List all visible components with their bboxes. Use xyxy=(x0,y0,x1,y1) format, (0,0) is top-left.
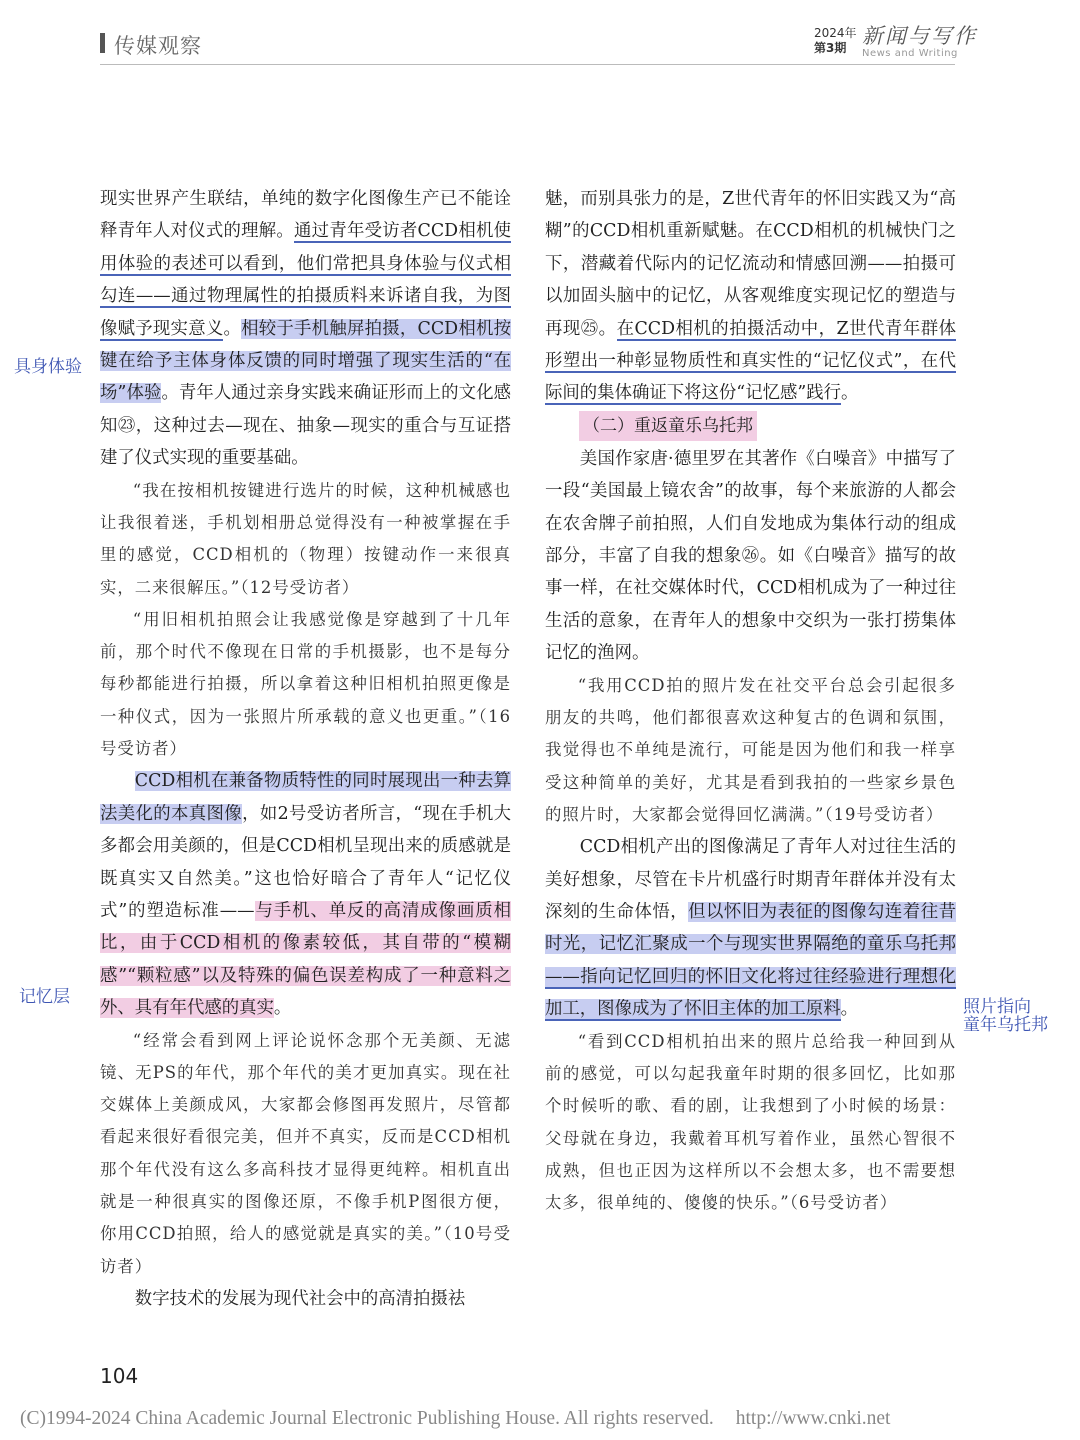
interview-quote: “看到CCD相机拍出来的照片总给我一种回到从前的感觉，可以勾起我童年时期的很多回忆，比如那个时候听的歌、看的剧，让我想到了小时候的场景：父母就在身边，我戴着耳机写着作业，虽然心智很不成熟，但也正因为这样所以不会想太多，也不需要想太多，很单纯的、傻傻的快乐。”（6号受访者） xyxy=(545,1031,956,1213)
paragraph xyxy=(100,765,511,1024)
left-column xyxy=(100,183,511,1315)
highlighted-underlined-text: ——指向记忆回归的怀旧文化将过往经验进行理想化加工，图像成为了怀旧主体的加工原料 xyxy=(545,966,956,1020)
margin-note-line: 照片指向 xyxy=(963,997,1031,1017)
right-column xyxy=(545,183,956,1219)
interview-quote: “用旧相机拍照会让我感觉像是穿越到了十几年前，那个时代不像现在日常的手机摄影，也不是每分每秒都能进行拍摄，所以拿着这种旧相机拍照更像是一种仪式，因为一张照片所承载的意义也更重。”（16号受访者） xyxy=(100,609,511,759)
highlighted-text: 与手机、单反的高清成像画质相比，由于CCD相机的像素较低，其自带的“模糊感”“颗粒感”以及特殊的偏色误差构成了一种意料之外、具有年代感的真实 xyxy=(100,900,511,1019)
interview-quote: “我用CCD拍的照片发在社交平台总会引起很多朋友的共鸣，他们都很喜欢这种复古的色调和氛围，我觉得也不单纯是流行，可能是因为他们和我一样享受这种简单的美好，尤其是看到我拍的一些家乡景色的照片时，大家都会觉得回忆满满。”（19号受访者） xyxy=(545,675,956,824)
text-run: 现实世界产生联结，单纯的数字化图像生产已不能诠释青年人对仪式的理解。 xyxy=(100,189,511,242)
text-run: 魅，而别具张力的是，Z世代青年的怀旧实践又为“高糊”的CCD相机重新赋魅。在CCD相机的机械快门之下，潜藏着代际内的记忆流动和情感回溯——拍摄可以加固头脑中的记忆，从客观维度实现记忆的塑造与再现㉕。 xyxy=(545,189,956,339)
interview-quote: “经常会看到网上评论说怀念那个无美颜、无滤镜、无PS的年代，那个年代的美才更加真实。现在社交媒体上美颜成风，大家都会修图再发照片，尽管都看起来很好看很完美，但并不真实，反而是CCD相机那个年代没有这么多高科技才显得更纯粹。相机直出就是一种很真实的图像还原，不像手机P图很方便，你用CCD拍照，给人的感觉就是真实的美。”（10号受访者） xyxy=(100,1030,511,1276)
underlined-text: 通过青年受访者CCD相机使用体验的表述可以看到，他们常把具身体验与仪式相勾连——通过物理属性的拍摄质料来诉诸自我，为图像赋予现实意义 xyxy=(100,221,511,339)
margin-note-memory: 记忆层 xyxy=(19,987,70,1007)
margin-note-line: 童年乌托邦 xyxy=(963,1015,1048,1035)
underlined-text: 在CCD相机的拍摄活动中，Z世代青年群体形塑出一种彰显物质性和真实性的“记忆仪式”，在代际间的集体确证下将这份“记忆感”践行 xyxy=(545,318,956,404)
issue-number: 第3期 xyxy=(814,41,847,55)
paragraph: 数字技术的发展为现代社会中的高清拍摄祛 xyxy=(134,1288,466,1309)
margin-note-utopia xyxy=(963,998,1048,1034)
journal-logo xyxy=(862,20,977,59)
issue-year: 2024年 xyxy=(814,26,857,40)
paragraph: 美国作家唐·德里罗在其著作《白噪音》中描写了一段“美国最上镜农舍”的故事，每个来旅游的人都会在农舍牌子前拍照，人们自发地成为集体行动的组成部分，丰富了自我的想象㉖。如《白噪音》描写的故事一样，在社交媒体时代，CCD相机成为了一种过往生活的意象，在青年人的想象中交织为一张打捞集体记忆的渔网。 xyxy=(545,448,956,664)
paragraph xyxy=(545,183,956,410)
text-run: ，如2号受访者所言，“现在手机大多都会用美颜的，但是CCD相机呈现出来的质感就是既真实又自然美。”这也恰好暗合了青年人“记忆仪式”的塑造标准—— xyxy=(100,803,511,921)
text-run: 。 xyxy=(223,318,242,339)
text-run: CCD相机产出的图像满足了青年人对过往生活的美好想象，尽管在卡片机盛行时期青年群体并没有太深刻的生命体悟， xyxy=(545,837,956,922)
footer xyxy=(20,1408,890,1430)
subsection-heading: （二）重返童乐乌托邦 xyxy=(579,411,757,441)
text-run: 。 xyxy=(273,998,292,1019)
highlighted-text: 但以怀旧为表征的图像勾连着往昔时光，记忆汇聚成一个与现实世界隔绝的童乐乌托邦 xyxy=(545,901,956,955)
journal-name-en: News and Writing xyxy=(862,48,958,59)
journal-name-cn: 新闻与写作 xyxy=(862,24,977,48)
copyright-text: (C)1994-2024 China Academic Journal Electronic Publishing House. All rights reserved. xyxy=(20,1408,714,1429)
header-divider xyxy=(100,64,955,65)
text-run: 。 xyxy=(840,999,859,1020)
highlighted-text: CCD相机在兼备物质特性的同时展现出一种去算法美化的本真图像 xyxy=(100,771,511,824)
issue-info xyxy=(814,26,857,56)
interview-quote: “我在按相机按键进行选片的时候，这种机械感也让我很着迷，手机划相册总觉得没有一种被掌握在手里的感觉，CCD相机的（物理）按键动作一来很真实，二来很解压。”（12号受访者） xyxy=(100,480,511,597)
margin-note-embodied: 具身体验 xyxy=(14,357,82,377)
header-accent-bar xyxy=(100,33,105,53)
page-number: 104 xyxy=(100,1364,139,1388)
paragraph xyxy=(100,183,511,475)
text-run: 。青年人通过亲身实践来确证形而上的文化感知㉓，这种过去—现在、抽象—现实的重合与互证搭建了仪式实现的重要基础。 xyxy=(100,383,511,469)
footer-url[interactable]: http://www.cnki.net xyxy=(735,1408,891,1429)
highlighted-text: 相较于手机触屏拍摄，CCD相机按键在给予主体身体反馈的同时增强了现实生活的“在场”体验 xyxy=(100,318,511,404)
paragraph xyxy=(545,831,956,1025)
section-title: 传媒观察 xyxy=(114,34,202,58)
text-run: 。 xyxy=(841,383,859,404)
